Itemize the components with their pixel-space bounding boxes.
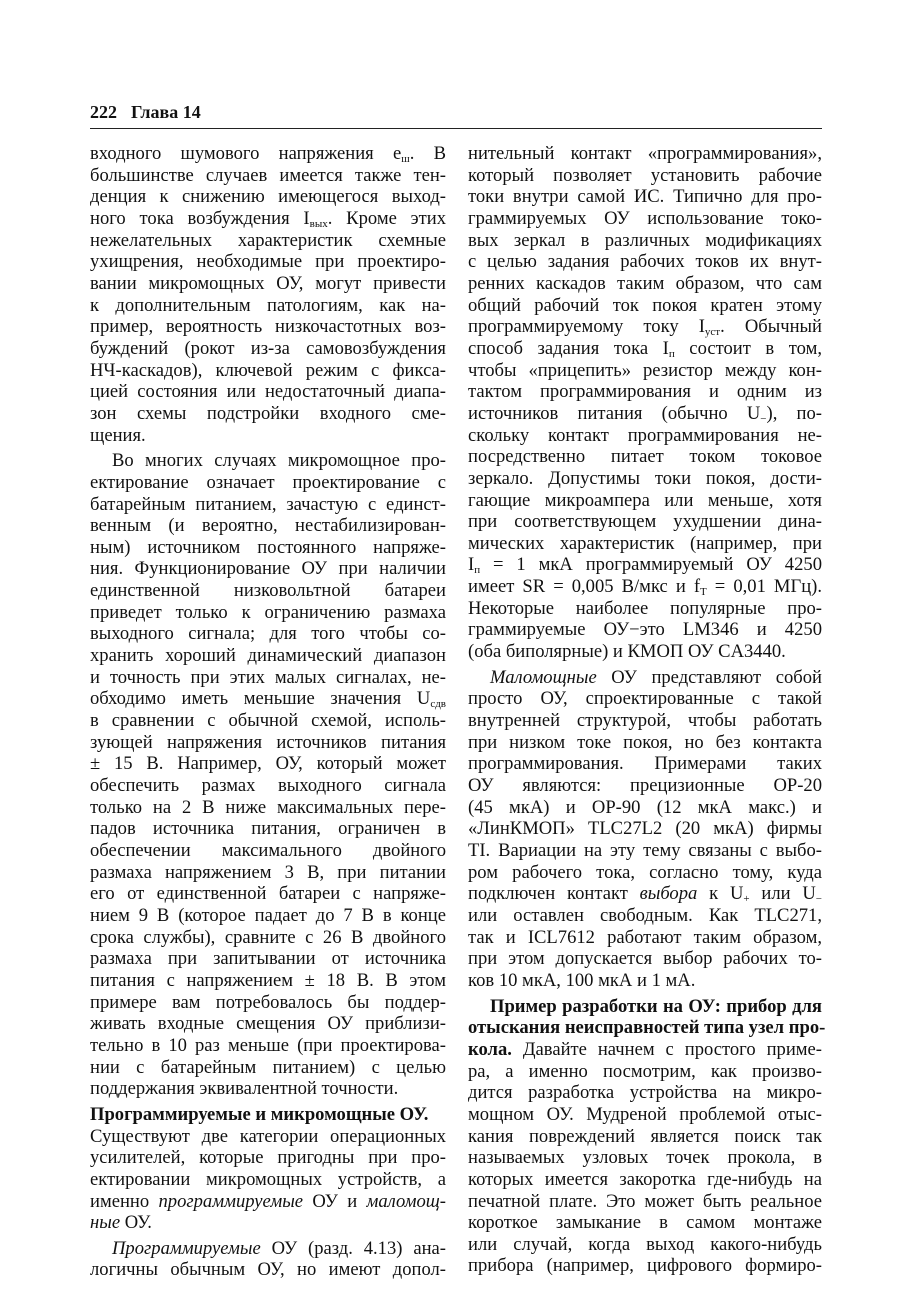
text-line: [468, 338, 822, 360]
text-line: [468, 1212, 822, 1234]
text-line: [468, 753, 822, 775]
text-run: зеркало. Допустимы токи покоя, дости-: [468, 467, 822, 489]
text-run: ухищрения, необходимые при проектиро-: [90, 251, 446, 273]
text-run: вании микромощных ОУ, могут привести: [90, 272, 446, 294]
text-line: [468, 775, 822, 797]
text-line: [90, 1259, 446, 1281]
text-line: [90, 927, 446, 949]
text-line: [468, 273, 822, 295]
text-line: [90, 992, 446, 1014]
text-line: [468, 425, 822, 447]
text-line: [90, 775, 446, 797]
text-run: ренних каскадов таким образом, что сам: [468, 272, 822, 294]
text-run: вых зеркал в различных модификациях: [468, 229, 822, 251]
text-run: который позволяет установить рабочие: [468, 164, 822, 186]
text-run: программирования. Примерами таких: [468, 753, 822, 775]
text-line: [90, 862, 446, 884]
text-line: [90, 143, 446, 165]
text-run: венным (и вероятно, нестабилизирован-: [90, 515, 446, 537]
text-run: мических характеристик (например, при: [468, 532, 822, 554]
text-line: [468, 165, 822, 187]
text-line: [90, 1147, 446, 1169]
text-line: [468, 1255, 822, 1277]
text-run: питания с напряжением ± 18 В. В этом: [90, 969, 446, 991]
text-line: [468, 468, 822, 490]
text-run: единственной низковольтной батареи: [90, 580, 446, 602]
text-run: и точность при этих малых сигналах, не-: [90, 666, 446, 688]
text-run: ± 15 В. Например, ОУ, который может: [90, 753, 446, 775]
text-line: [468, 381, 822, 403]
text-run: Некоторые наиболее популярные про-: [468, 597, 822, 619]
text-run: гающие микроампера или меньше, хотя: [468, 489, 822, 511]
italic-run: ные: [90, 1212, 121, 1234]
text-run: размаха напряжением 3 В, при питании: [90, 861, 446, 883]
italic-run: Программируемые: [112, 1237, 261, 1259]
text-line: [468, 360, 822, 382]
text-run: к U: [697, 883, 744, 905]
text-run: тактом программирования и одним из: [468, 381, 822, 403]
text-run: посредственно питает током токовое: [468, 446, 822, 468]
text-line: [468, 576, 822, 598]
text-run: падов источника питания, ограничен в: [90, 818, 446, 840]
text-line: [468, 948, 822, 970]
text-run: ра, а именно посмотрим, как произво-: [468, 1060, 822, 1082]
text-run: ного тока возбуждения I: [90, 207, 310, 229]
italic-run: программируемые: [158, 1190, 304, 1212]
subscript: −: [760, 412, 767, 425]
text-line: [90, 1057, 446, 1079]
text-line: [468, 1017, 826, 1039]
text-line: [468, 208, 822, 230]
text-run: прибора (например, цифрового формиро-: [468, 1255, 822, 1277]
text-run: или U: [749, 883, 816, 905]
text-line: [90, 840, 446, 862]
text-line: [468, 688, 822, 710]
text-line: [90, 948, 446, 970]
text-run: при низком токе покоя, но без контакта: [468, 731, 822, 753]
text-run: при этом допускается выбор рабочих то-: [468, 948, 822, 970]
text-run: НЧ-каскадов), ключевой режим с фикса-: [90, 359, 446, 381]
text-run: денция к снижению имеющегося выход-: [90, 186, 446, 208]
text-run: хранить хороший динамический диапазон: [90, 645, 446, 667]
subscript: T: [700, 586, 707, 599]
text-run: ОУ.: [120, 1212, 152, 1234]
text-line: [468, 1191, 822, 1213]
text-run: ектировании микромощных устройств, а: [90, 1168, 446, 1190]
text-run: = 1 мкА программируемый ОУ 4250: [480, 554, 822, 576]
text-run: поддержания эквивалентной точности.: [90, 1078, 399, 1100]
text-line: [90, 797, 446, 819]
text-line: [468, 316, 822, 338]
text-run: TI. Вариации на эту тему связаны с выбо-: [468, 840, 822, 861]
text-line: [468, 641, 822, 663]
text-run: ектирование означает проектирование с: [90, 471, 446, 493]
text-line: [90, 667, 446, 689]
text-run: обеспечить размах выходного сигнала: [90, 775, 446, 797]
text-run: ОУ представляют собой: [596, 666, 822, 688]
text-line: [90, 883, 446, 905]
text-run: батарейным питанием, зачастую с единст-: [90, 493, 446, 515]
text-line: [90, 381, 446, 403]
text-run: так и ICL7612 работают таким образом,: [468, 926, 822, 948]
text-run: зующей напряжения источников питания: [90, 731, 446, 753]
text-run: которых имеется закоротка где-нибудь на: [468, 1168, 822, 1190]
text-line: [90, 338, 446, 360]
text-run: выходного сигнала; для того чтобы со-: [90, 623, 446, 645]
text-line: [90, 494, 446, 516]
text-line: [90, 818, 446, 840]
text-line: [468, 533, 822, 555]
text-run: . Обычный: [720, 316, 822, 338]
text-line: [468, 230, 822, 252]
text-run: обходимо иметь меньшие значения U: [90, 688, 431, 710]
text-run: I: [468, 554, 475, 576]
subscript: ш: [401, 153, 410, 165]
text-line: [468, 1126, 822, 1148]
text-run: усилителей, которые пригодны при про-: [90, 1147, 446, 1169]
subscript: −: [815, 893, 822, 906]
italic-run: выбора: [639, 883, 698, 905]
subscript: п: [474, 564, 481, 577]
text-run: нием 9 В (которое падает до 7 В в конце: [90, 904, 446, 926]
text-line: [468, 905, 822, 927]
text-line: [90, 1238, 446, 1260]
text-line: [468, 186, 822, 208]
text-run: ОУ являются: прецизионные OP-20: [468, 775, 822, 797]
text-line: [90, 360, 446, 382]
text-line: [90, 165, 446, 187]
text-run: ), по-: [766, 402, 822, 424]
text-line: [468, 818, 822, 840]
text-run: называемых узловых точек прокола, в: [468, 1147, 822, 1169]
bold-run: кола.: [468, 1038, 512, 1060]
subscript: вых: [309, 217, 328, 230]
text-line: [468, 732, 822, 754]
text-line: [90, 316, 446, 338]
chapter-title: Глава 14: [131, 102, 201, 122]
text-run: цией состояния или недостаточный диапа-: [90, 381, 446, 403]
text-line: [468, 1104, 822, 1126]
text-line: [468, 1061, 822, 1083]
text-run: внутренней структурой, чтобы работать: [468, 710, 822, 732]
text-run: размаха при запитывании от источника: [90, 948, 446, 970]
text-line: [468, 446, 822, 468]
text-run: граммируемые ОУ−это LM346 и 4250: [468, 619, 822, 641]
text-run: общий рабочий ток покоя кратен этому: [468, 294, 822, 316]
subscript: уст: [704, 326, 721, 339]
text-run: ром рабочего тока, согласно тому, куда: [468, 861, 822, 883]
text-line: [468, 295, 822, 317]
text-run: «ЛинКМОП» TLC27L2 (20 мкА) фирмы: [468, 818, 822, 840]
text-line: [468, 1169, 822, 1191]
text-line: [468, 251, 822, 273]
text-line: [468, 619, 822, 641]
text-run: Во многих случаях микромощное про-: [112, 450, 446, 472]
text-line: [90, 580, 446, 602]
text-run: токи внутри самой ИС. Типично для про-: [468, 186, 822, 208]
text-line: [90, 472, 446, 494]
text-line: [468, 840, 822, 862]
text-line: [468, 490, 822, 512]
text-run: способ задания тока I: [468, 337, 669, 359]
text-run: или случай, когда выход какого-нибудь: [468, 1233, 822, 1255]
text-run: нительный контакт «программирования»,: [468, 143, 822, 164]
text-run: (оба биполярные) и КМОП ОУ CA3440.: [468, 641, 786, 663]
text-line: [90, 623, 446, 645]
text-line: [90, 425, 446, 447]
text-line: [90, 186, 446, 208]
text-run: имеет SR = 0,005 В/мкс и f: [468, 576, 701, 598]
text-line: [468, 143, 822, 165]
text-run: зон схемы подстройки входного сме-: [90, 402, 446, 424]
text-line: [90, 1126, 446, 1148]
text-run: кания повреждений является поиск так: [468, 1125, 822, 1147]
text-line: [468, 710, 822, 732]
text-line: [90, 1191, 446, 1213]
text-line: [468, 970, 822, 992]
text-run: Давайте начнем с простого приме-: [511, 1038, 822, 1060]
text-line: [90, 1078, 446, 1100]
text-line: [90, 732, 446, 754]
text-run: пример, вероятность низкочастотных воз-: [90, 316, 446, 338]
text-run: только на 2 В ниже максимальных пере-: [90, 796, 446, 818]
text-run: мощном ОУ. Мудреной проблемой отыс-: [468, 1103, 822, 1125]
text-line: [90, 230, 446, 252]
text-run: ОУ (разд. 4.13) ана-: [260, 1237, 446, 1259]
text-run: чтобы «прицепить» резистор между кон-: [468, 359, 822, 381]
text-line: [90, 537, 446, 559]
page-number: 222: [90, 102, 117, 122]
text-run: срока службы), сравните с 26 В двойного: [90, 926, 446, 948]
text-run: печатной плате. Это может быть реальное: [468, 1190, 822, 1212]
text-run: примере вам потребовалось бы поддер-: [90, 991, 446, 1013]
text-run: к дополнительным патологиям, как на-: [90, 294, 446, 316]
text-run: в сравнении с обычной схемой, исполь-: [90, 710, 446, 732]
text-line: [468, 554, 822, 576]
text-run: логичны обычным ОУ, но имеют допол-: [90, 1259, 446, 1281]
text-line: [468, 797, 822, 819]
text-line: [468, 511, 822, 533]
text-line: [90, 515, 446, 537]
subscript: сдв: [430, 698, 446, 711]
text-line: [90, 403, 446, 425]
text-line: [468, 1234, 822, 1256]
text-line: [468, 1147, 822, 1169]
text-line: [90, 251, 446, 273]
text-run: просто ОУ, спроектированные с такой: [468, 688, 822, 710]
text-line: [90, 602, 446, 624]
text-run: щения.: [90, 424, 146, 446]
text-run: тельно в 10 раз меньше (при проектирова-: [90, 1034, 446, 1056]
text-run: (45 мкА) и OP-90 (12 мкА макс.) и: [468, 796, 822, 818]
italic-run: Маломощные: [490, 666, 597, 688]
text-run: нии с батарейным питанием) с целью: [90, 1056, 446, 1078]
text-run: программируемому току I: [468, 316, 705, 338]
text-run: обеспечении максимального двойного: [90, 840, 446, 861]
text-line: [468, 1082, 822, 1104]
text-run: приведет только к ограничению размаха: [90, 601, 446, 623]
text-line: [90, 273, 446, 295]
text-line: [90, 970, 446, 992]
italic-run: маломощ-: [366, 1190, 446, 1212]
text-line: [90, 753, 446, 775]
text-run: буждений (рокот из-за самовозбуждения: [90, 337, 446, 359]
text-line: [90, 1212, 446, 1234]
bold-run: отыскания неисправностей типа узел про-: [468, 1017, 826, 1039]
text-line: [90, 1169, 446, 1191]
text-run: ным) источником постоянного напряже-: [90, 536, 446, 558]
text-run: ОУ и: [303, 1190, 367, 1212]
text-line: [90, 208, 446, 230]
text-line: [90, 688, 446, 710]
text-line: [468, 667, 822, 689]
text-run: большинстве случаев имеется также тен-: [90, 164, 446, 186]
text-line: [468, 927, 822, 949]
text-run: ния. Функционирование ОУ при наличии: [90, 558, 446, 580]
text-run: состоит в том,: [674, 337, 822, 359]
text-run: дится разработка устройства на микро-: [468, 1082, 822, 1104]
text-line: [90, 905, 446, 927]
text-line: [468, 862, 822, 884]
text-run: источников питания (обычно U: [468, 402, 761, 424]
text-line: [468, 403, 822, 425]
right-column: [468, 143, 826, 1277]
text-line: [468, 996, 822, 1018]
text-run: Существуют две категории операционных: [90, 1125, 446, 1147]
text-run: входного шумового напряжения e: [90, 143, 402, 164]
text-run: ков 10 мкА, 100 мкА и 1 мА.: [468, 969, 696, 991]
subscript: +: [743, 893, 750, 906]
text-line: [90, 558, 446, 580]
text-run: нежелательных характеристик схемные: [90, 229, 446, 251]
text-line: [90, 450, 446, 472]
text-line: [90, 710, 446, 732]
running-head: [90, 100, 822, 129]
text-run: с целью задания рабочих токов их внут-: [468, 251, 822, 273]
text-run: при соответствующем ухудшении дина-: [468, 511, 822, 533]
text-line: [468, 883, 822, 905]
text-run: подключен контакт: [468, 883, 640, 905]
text-run: его от единственной батареи с напряже-: [90, 883, 446, 905]
text-line: [468, 598, 822, 620]
text-run: скольку контакт программирования не-: [468, 424, 822, 446]
text-line: [90, 645, 446, 667]
text-line: [90, 1013, 446, 1035]
text-line: [468, 1039, 822, 1061]
text-run: живать входные смещения ОУ приблизи-: [90, 1013, 446, 1035]
text-run: = 0,01 МГц).: [706, 576, 822, 598]
text-run: или оставлен свободным. Как TLC271,: [468, 904, 822, 926]
text-run: короткое замыкание в самом монтаже: [468, 1212, 822, 1234]
text-run: . В: [409, 143, 447, 164]
text-line: [90, 295, 446, 317]
bold-run: Программируемые и микромощные ОУ.: [90, 1103, 429, 1125]
left-column: [90, 143, 446, 1281]
text-line: [90, 1035, 446, 1057]
text-line: [90, 1104, 446, 1126]
text-run: именно: [90, 1190, 159, 1212]
bold-run: Пример разработки на ОУ: прибор для: [490, 995, 822, 1017]
subscript: п: [668, 347, 675, 360]
text-run: граммируемых ОУ использование токо-: [468, 207, 822, 229]
text-run: . Кроме этих: [327, 207, 446, 229]
